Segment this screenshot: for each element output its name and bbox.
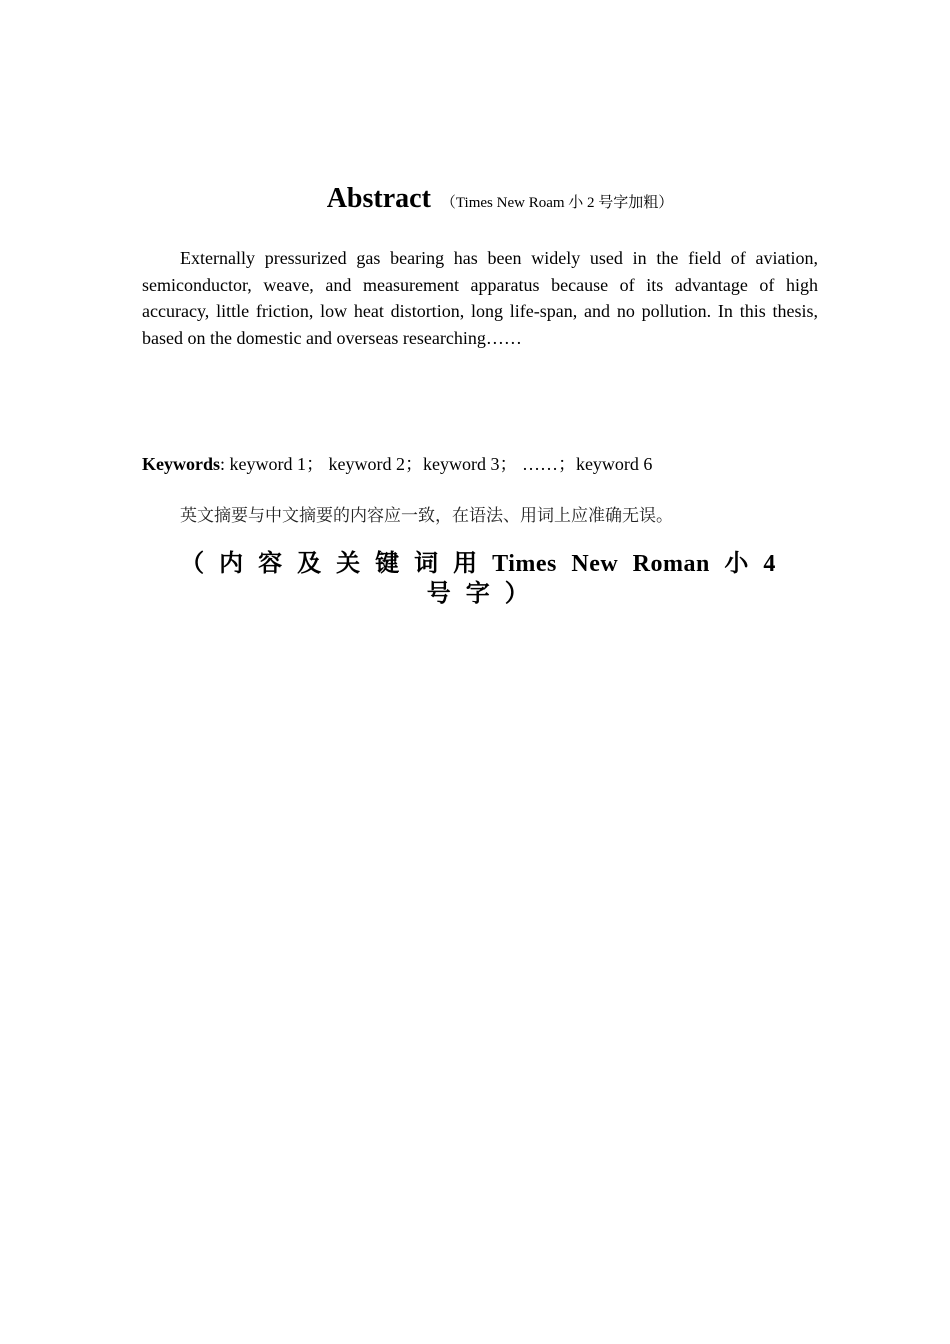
keywords-value: : keyword 1； keyword 2；keyword 3； ……；keyword 6 xyxy=(220,454,653,474)
consistency-note xyxy=(180,503,673,529)
abstract-heading xyxy=(142,183,818,215)
abstract-body-text: Externally pressurized gas bearing has been widely used in the field of aviation, semiconductor, weave, and measurement apparatus because of its advantage of high accuracy, little friction, low heat distortion, long life-span, and no pollution. In this thesis, based on the domestic and overseas researching…… xyxy=(142,248,818,348)
abstract-title: Abstract xyxy=(326,183,431,214)
abstract-heading-format-note: （Times New Roam 小 2 号字加粗） xyxy=(440,195,674,211)
format-instruction: （ 内 容 及 关 键 词 用 Times New Roman 小 4 号 字 ） xyxy=(180,551,776,607)
keywords-label: Keywords xyxy=(142,454,220,474)
keywords-line xyxy=(142,451,818,477)
consistency-note-text: 英文摘要与中文摘要的内容应一致，在语法、用词上应准确无误。 xyxy=(180,506,673,525)
